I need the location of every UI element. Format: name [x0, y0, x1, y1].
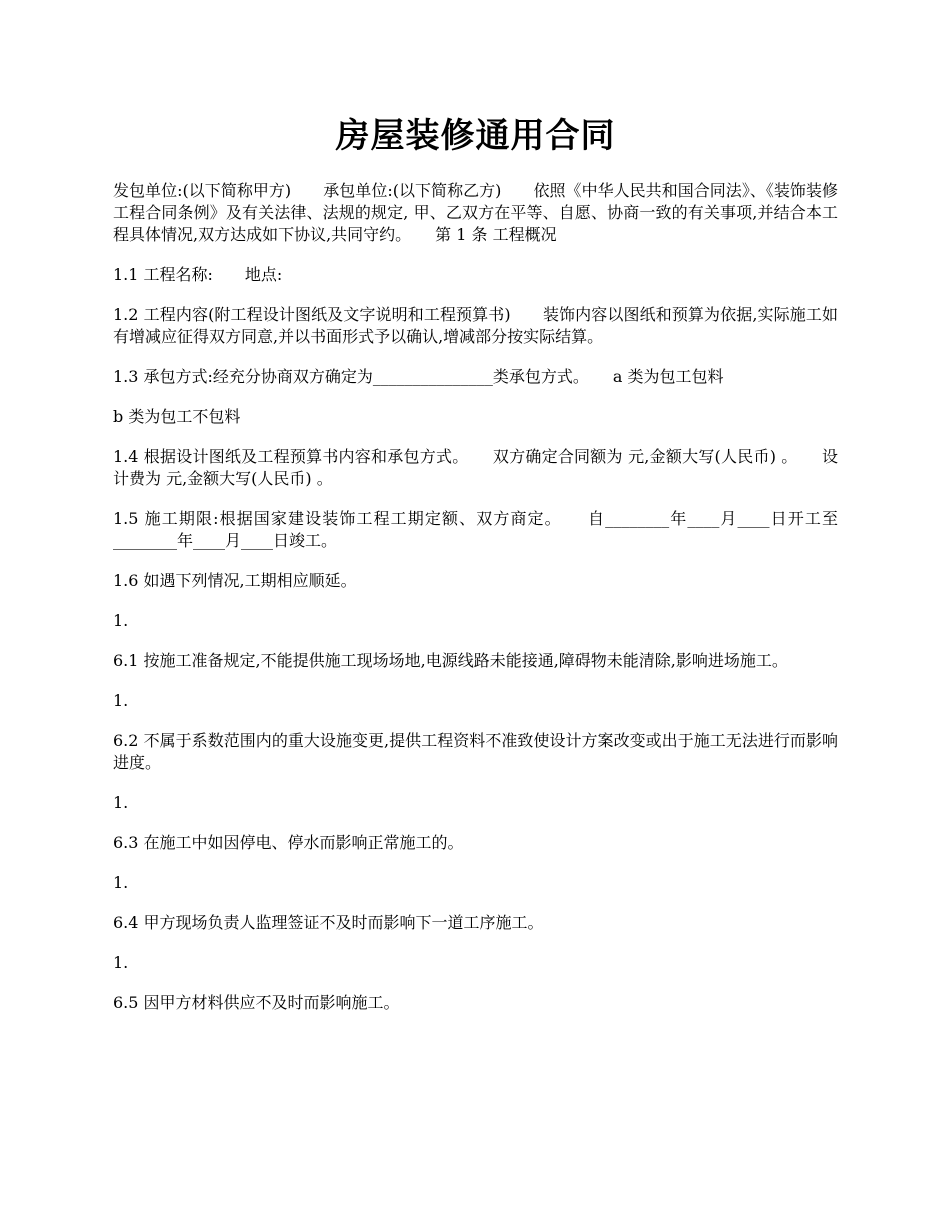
clause-6-2: 6.2 不属于系数范围内的重大设施变更,提供工程资料不准致使设计方案改变或出于施工无法进行而影响进度。 [113, 731, 838, 772]
clause-1-5: 1.5 施工期限:根据国家建设装饰工程工期定额、双方商定。 自________年____月____日开工至________年____月____日竣工。 [113, 509, 838, 550]
clause-1-2: 1.2 工程内容(附工程设计图纸及文字说明和工程预算书) 装饰内容以图纸和预算为依据,实际施工如有增减应征得双方同意,并以书面形式予以确认,增减部分按实际结算。 [113, 305, 838, 346]
clause-1-3: 1.3 承包方式:经充分协商双方确定为_______________类承包方式。 a 类为包工包料 [113, 367, 724, 386]
clause-1-6: 1.6 如遇下列情况,工期相应顺延。 [113, 571, 357, 590]
list-marker: 1. [113, 793, 129, 812]
intro-paragraph: 发包单位:(以下简称甲方) 承包单位:(以下简称乙方) 依照《中华人民共和国合同法》、《装饰装修工程合同条例》及有关法律、法规的规定, 甲、乙双方在平等、自愿、协商一致的有关事项,并结合本工程具体情况,双方达成如下协议,共同守约。 第 1 条 工程概况 [113, 181, 838, 244]
clause-6-3: 6.3 在施工中如因停电、停水而影响正常施工的。 [113, 833, 464, 852]
clause-1-1: 1.1 工程名称: 地点: [113, 265, 283, 284]
document-page [113, 110, 838, 1032]
clause-6-4: 6.4 甲方现场负责人监理签证不及时而影响下一道工序施工。 [113, 913, 544, 932]
clause-6-1: 6.1 按施工准备规定,不能提供施工现场场地,电源线路未能接通,障碍物未能清除,影响进场施工。 [113, 651, 788, 670]
clause-6-5: 6.5 因甲方材料供应不及时而影响施工。 [113, 993, 400, 1012]
list-marker: 1. [113, 953, 129, 972]
list-marker: 1. [113, 611, 129, 630]
document-title: 房屋装修通用合同 [335, 116, 616, 156]
clause-1-4: 1.4 根据设计图纸及工程预算书内容和承包方式。 双方确定合同额为 元,金额大写(人民币) 。 设计费为 元,金额大写(人民币) 。 [113, 447, 838, 488]
list-marker: 1. [113, 873, 129, 892]
clause-1-3-b: b 类为包工不包料 [113, 407, 241, 426]
list-marker: 1. [113, 691, 129, 710]
